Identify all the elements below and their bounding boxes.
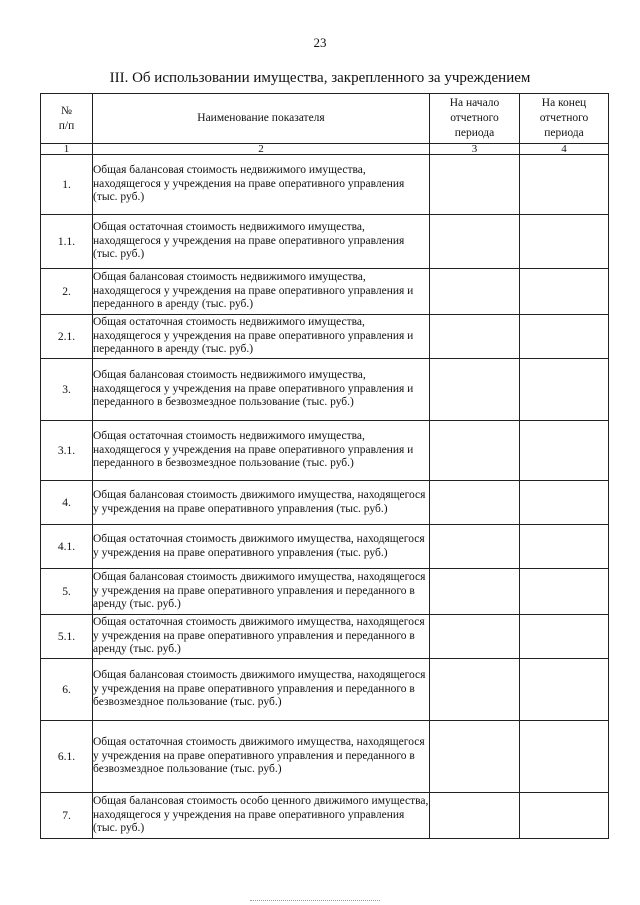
table-row: [41, 569, 609, 615]
table-row: [41, 315, 609, 359]
value-period-end[interactable]: [520, 659, 609, 721]
indicator-name: Общая балансовая стоимость движимого имущества, находящегося у учреждения на праве оперативного управления и переданного в аренду (тыс. руб.): [93, 569, 430, 615]
header-row-number: № п/п: [41, 94, 93, 144]
value-period-start[interactable]: [430, 215, 520, 269]
value-period-end[interactable]: [520, 721, 609, 793]
value-period-start[interactable]: [430, 793, 520, 839]
value-period-end[interactable]: [520, 525, 609, 569]
row-number: 6.: [41, 659, 93, 721]
value-period-end[interactable]: [520, 481, 609, 525]
row-number: 4.: [41, 481, 93, 525]
value-period-end[interactable]: [520, 215, 609, 269]
table-row: [41, 269, 609, 315]
value-period-start[interactable]: [430, 359, 520, 421]
column-number: 1: [41, 144, 93, 155]
column-number-row: [41, 144, 609, 155]
column-number: 3: [430, 144, 520, 155]
column-number: 4: [520, 144, 609, 155]
indicator-name: Общая остаточная стоимость недвижимого имущества, находящегося у учреждения на праве оперативного управления (тыс. руб.): [93, 215, 430, 269]
value-period-start[interactable]: [430, 721, 520, 793]
value-period-start[interactable]: [430, 615, 520, 659]
indicator-name: Общая остаточная стоимость движимого имущества, находящегося у учреждения на праве оперативного управления (тыс. руб.): [93, 525, 430, 569]
value-period-start[interactable]: [430, 315, 520, 359]
row-number: 2.: [41, 269, 93, 315]
row-number: 3.1.: [41, 421, 93, 481]
table-row: [41, 481, 609, 525]
table-row: [41, 659, 609, 721]
value-period-end[interactable]: [520, 315, 609, 359]
header-indicator-name: Наименование показателя: [93, 94, 430, 144]
row-number: 5.: [41, 569, 93, 615]
indicator-name: Общая остаточная стоимость движимого имущества, находящегося у учреждения на праве оперативного управления и переданного в аренду (тыс. руб.): [93, 615, 430, 659]
section-title: III. Об использовании имущества, закрепленного за учреждением: [109, 70, 531, 86]
footer-divider: [250, 900, 380, 901]
indicator-name: Общая балансовая стоимость движимого имущества, находящегося у учреждения на праве оперативного управления и переданного в безвозмездное пользование (тыс. руб.): [93, 659, 430, 721]
value-period-start[interactable]: [430, 659, 520, 721]
indicator-name: Общая остаточная стоимость недвижимого имущества, находящегося у учреждения на праве оперативного управления и переданного в безвозмездное пользование (тыс. руб.): [93, 421, 430, 481]
value-period-end[interactable]: [520, 421, 609, 481]
value-period-start[interactable]: [430, 421, 520, 481]
indicator-name: Общая остаточная стоимость недвижимого имущества, находящегося у учреждения на праве оперативного управления и переданного в аренду (тыс. руб.): [93, 315, 430, 359]
table-row: [41, 155, 609, 215]
row-number: 4.1.: [41, 525, 93, 569]
value-period-start[interactable]: [430, 481, 520, 525]
row-number: 3.: [41, 359, 93, 421]
indicator-name: Общая балансовая стоимость движимого имущества, находящегося у учреждения на праве оперативного управления (тыс. руб.): [93, 481, 430, 525]
row-number: 6.1.: [41, 721, 93, 793]
indicator-name: Общая балансовая стоимость особо ценного движимого имущества, находящегося у учреждения на праве оперативного управления (тыс. руб.): [93, 793, 430, 839]
value-period-end[interactable]: [520, 269, 609, 315]
property-usage-table: [40, 93, 609, 839]
value-period-end[interactable]: [520, 569, 609, 615]
column-number: 2: [93, 144, 430, 155]
value-period-start[interactable]: [430, 269, 520, 315]
indicator-name: Общая балансовая стоимость недвижимого имущества, находящегося у учреждения на праве оперативного управления и переданного в безвозмездное пользование (тыс. руб.): [93, 359, 430, 421]
table-row: [41, 359, 609, 421]
table-row: [41, 721, 609, 793]
value-period-end[interactable]: [520, 155, 609, 215]
value-period-start[interactable]: [430, 155, 520, 215]
row-number: 1.: [41, 155, 93, 215]
value-period-start[interactable]: [430, 569, 520, 615]
table-row: [41, 525, 609, 569]
indicator-name: Общая балансовая стоимость недвижимого имущества, находящегося у учреждения на праве оперативного управления (тыс. руб.): [93, 155, 430, 215]
table-row: [41, 793, 609, 839]
header-period-start: На начало отчетного периода: [430, 94, 520, 144]
indicator-name: Общая остаточная стоимость движимого имущества, находящегося у учреждения на праве оперативного управления и переданного в безвозмездное пользование (тыс. руб.): [93, 721, 430, 793]
value-period-end[interactable]: [520, 615, 609, 659]
table-row: [41, 215, 609, 269]
page-number: 23: [313, 35, 327, 50]
row-number: 2.1.: [41, 315, 93, 359]
row-number: 7.: [41, 793, 93, 839]
table-row: [41, 615, 609, 659]
row-number: 1.1.: [41, 215, 93, 269]
header-period-end: На конец отчетного периода: [520, 94, 609, 144]
value-period-end[interactable]: [520, 793, 609, 839]
row-number: 5.1.: [41, 615, 93, 659]
table-row: [41, 421, 609, 481]
value-period-start[interactable]: [430, 525, 520, 569]
value-period-end[interactable]: [520, 359, 609, 421]
indicator-name: Общая балансовая стоимость недвижимого имущества, находящегося у учреждения на праве оперативного управления и переданного в аренду (тыс. руб.): [93, 269, 430, 315]
